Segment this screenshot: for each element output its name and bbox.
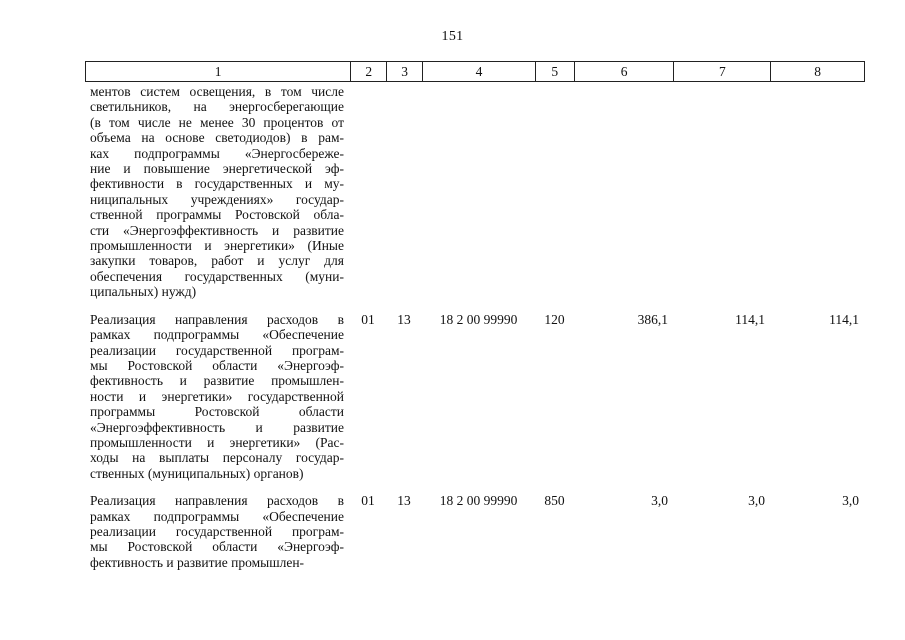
cell-amount-col6: 386,1	[637, 311, 668, 327]
cell-description	[85, 493, 350, 570]
description-line: ках подпрограммы «Энергосбереже-	[90, 145, 344, 161]
cell-expense-type: 850	[544, 493, 565, 509]
header-col-8: 8	[770, 62, 864, 81]
cell-subsection: 13	[397, 311, 411, 327]
header-col-6: 6	[574, 62, 674, 81]
description-line: Реализация направления расходов в	[90, 493, 344, 509]
cell-amount-col7	[674, 84, 771, 300]
description-line: ципальных) нужд)	[90, 284, 197, 300]
description-line: ментов систем освещения, в том числе	[90, 84, 344, 99]
description-line: объема на основе светодиодов) в рам-	[90, 130, 344, 146]
cell-target-code: 18 2 00 99990	[439, 311, 518, 327]
description-line: промышленности и энергетики» (Иные	[90, 238, 344, 254]
table-header-row	[85, 61, 865, 82]
description-line: Реализация направления расходов в	[90, 311, 344, 327]
description-line: ственной программы Ростовской обла-	[90, 207, 344, 223]
cell-section: 01	[361, 493, 375, 509]
cell-amount-col7: 3,0	[748, 493, 765, 509]
cell-amount-col8: 3,0	[842, 493, 859, 509]
description-line: ние и повышение энергетической эф-	[90, 161, 344, 177]
description-line: рамках подпрограммы «Обеспечение	[90, 508, 344, 524]
cell-subsection: 13	[397, 493, 411, 509]
header-col-3: 3	[386, 62, 422, 81]
page-number: 151	[441, 29, 464, 44]
table-body	[85, 84, 865, 570]
cell-description	[85, 312, 350, 481]
header-col-1: 1	[214, 63, 222, 79]
cell-amount-col7: 114,1	[735, 311, 765, 327]
description-line: (в том числе не менее 30 процентов от	[90, 114, 344, 130]
cell-expense-type: 120	[544, 311, 565, 327]
cell-amount-col6: 3,0	[651, 493, 668, 509]
cell-amount-col8: 114,1	[829, 311, 859, 327]
header-col-4: 4	[422, 62, 535, 81]
cell-amount-col6	[574, 84, 674, 300]
header-col-2: 2	[350, 62, 386, 81]
header-col-5: 5	[535, 62, 574, 81]
description-line: обеспечения государственных (муни-	[90, 268, 344, 284]
description-line: программы Ростовской области	[90, 404, 344, 420]
description-line: ниципальных учреждениях» государ-	[90, 191, 344, 207]
table-row	[85, 84, 865, 300]
cell-description	[85, 84, 350, 300]
description-line: мы Ростовской области «Энергоэф-	[90, 539, 344, 555]
description-line: ходы на выплаты персоналу государ-	[90, 450, 344, 466]
table-row	[85, 312, 865, 481]
description-line: ности и энергетики» государственной	[90, 388, 344, 404]
cell-target-code: 18 2 00 99990	[439, 493, 518, 509]
cell-expense-type	[535, 84, 574, 300]
description-line: промышленности и энергетики» (Рас-	[90, 434, 344, 450]
description-line: мы Ростовской области «Энергоэф-	[90, 357, 344, 373]
description-line: реализации государственной програм-	[90, 523, 344, 539]
description-line: фективность и развитие промышлен-	[90, 554, 305, 570]
cell-target-code	[422, 84, 535, 300]
header-col-7: 7	[673, 62, 770, 81]
cell-section: 01	[361, 311, 375, 327]
cell-subsection	[386, 84, 422, 300]
cell-amount-col8	[771, 84, 865, 300]
description-line: светильников, на энергосберегающие	[90, 99, 344, 115]
description-line: рамках подпрограммы «Обеспечение	[90, 327, 344, 343]
description-line: реализации государственной програм-	[90, 342, 344, 358]
description-line: закупки товаров, работ и услуг для	[90, 253, 344, 269]
description-line: фективности в государственных и му-	[90, 176, 344, 192]
description-line: сти «Энергоэффективность и развитие	[90, 222, 344, 238]
cell-section	[350, 84, 386, 300]
table-row	[85, 493, 865, 570]
description-line: «Энергоэффективность и развитие	[90, 419, 344, 435]
description-line: фективность и развитие промышлен-	[90, 373, 344, 389]
description-line: ственных (муниципальных) органов)	[90, 465, 304, 481]
